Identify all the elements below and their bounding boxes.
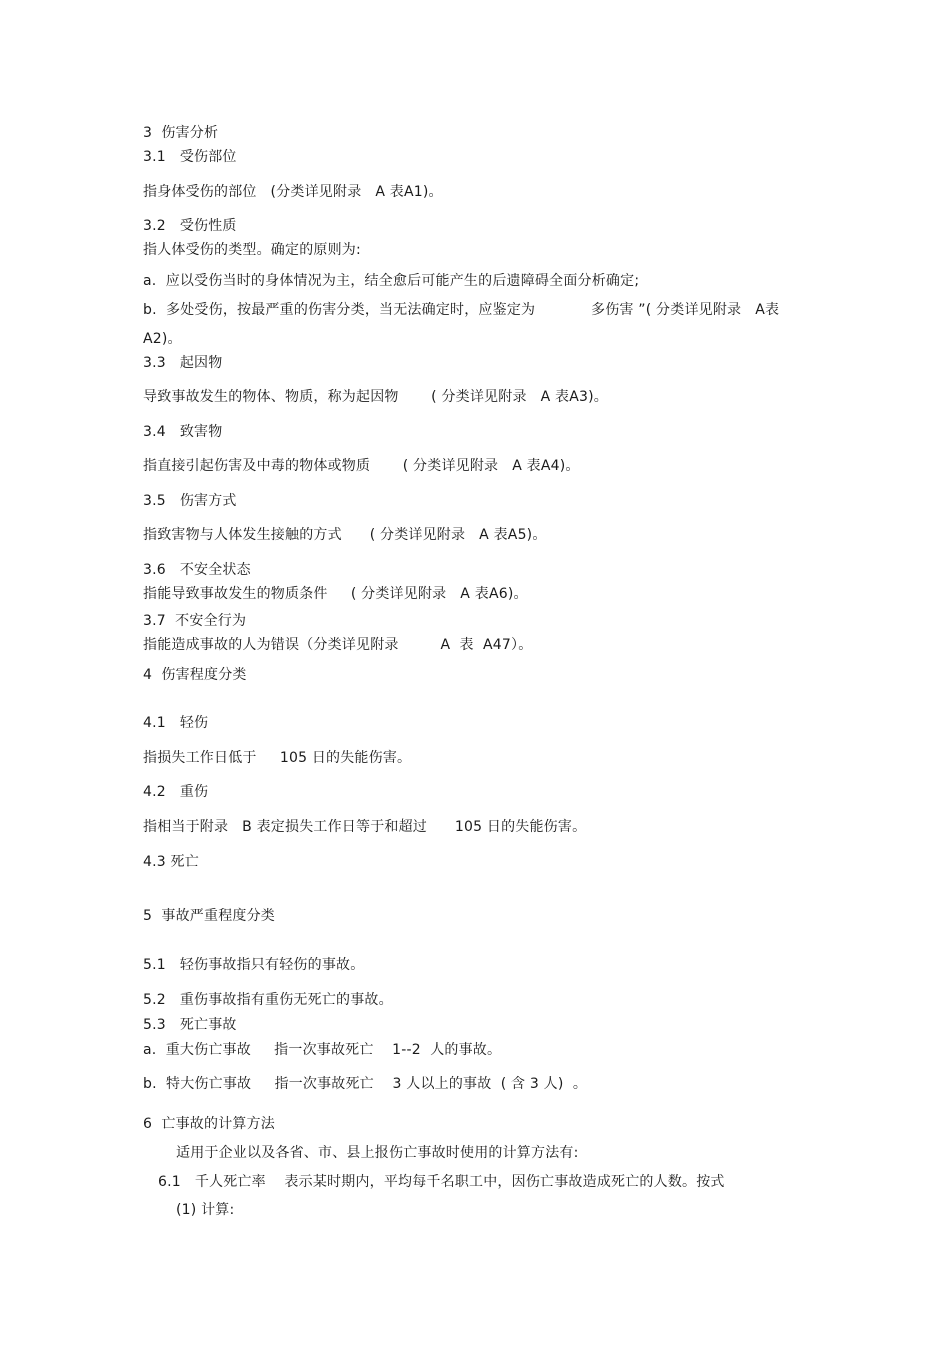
section-heading: 3 伤害分析: [143, 125, 219, 141]
subsection-heading: 3.5 伤害方式: [143, 493, 237, 509]
subsection-heading: 4.1 轻伤: [143, 715, 209, 731]
section-heading: 5 事故严重程度分类: [143, 908, 276, 924]
list-item: b. 特大伤亡事故 指一次事故死亡 3 人以上的事故 ( 含 3 人) 。: [143, 1076, 588, 1092]
formula-reference: (1) 计算:: [176, 1202, 235, 1218]
list-item: a. 应以受伤当时的身体情况为主，结全愈后可能产生的后遗障碍全面分析确定;: [143, 273, 640, 289]
subsection-heading: 3.7 不安全行为: [143, 613, 247, 629]
subsection-heading: 3.6 不安全状态: [143, 562, 251, 578]
paragraph: 5.2 重伤事故指有重伤无死亡的事故。: [143, 992, 393, 1008]
paragraph: 6.1 千人死亡率 表示某时期内，平均每千名职工中，因伤亡事故造成死亡的人数。按式: [158, 1174, 725, 1190]
paragraph: 5.1 轻伤事故指只有轻伤的事故。: [143, 957, 365, 973]
paragraph: 指致害物与人体发生接触的方式 ( 分类详见附录 A 表A5)。: [143, 527, 547, 543]
list-item: a. 重大伤亡事故 指一次事故死亡 1--2 人的事故。: [143, 1042, 502, 1058]
section-heading: 4 伤害程度分类: [143, 667, 247, 683]
subsection-heading: 3.2 受伤性质: [143, 218, 237, 234]
paragraph: 指能造成事故的人为错误（分类详见附录 A 表 A47）。: [143, 637, 533, 653]
paragraph: 指相当于附录 B 表定损失工作日等于和超过 105 日的失能伤害。: [143, 819, 587, 835]
section-heading: 6 亡事故的计算方法: [143, 1116, 276, 1132]
paragraph: A2)。: [143, 331, 182, 347]
paragraph: 指身体受伤的部位 (分类详见附录 A 表A1)。: [143, 184, 443, 200]
subsection-heading: 3.3 起因物: [143, 355, 223, 371]
paragraph: 指直接引起伤害及中毒的物体或物质 ( 分类详见附录 A 表A4)。: [143, 458, 580, 474]
paragraph: 指人体受伤的类型。确定的原则为:: [143, 242, 361, 258]
subsection-heading: 5.3 死亡事故: [143, 1017, 237, 1033]
paragraph: 适用于企业以及各省、市、县上报伤亡事故时使用的计算方法有:: [176, 1145, 579, 1161]
subsection-heading: 4.2 重伤: [143, 784, 209, 800]
subsection-heading: 4.3 死亡: [143, 854, 199, 870]
subsection-heading: 3.4 致害物: [143, 424, 223, 440]
subsection-heading: 3.1 受伤部位: [143, 149, 237, 165]
paragraph: 指能导致事故发生的物质条件 ( 分类详见附录 A 表A6)。: [143, 586, 528, 602]
paragraph: 导致事故发生的物体、物质，称为起因物 ( 分类详见附录 A 表A3)。: [143, 389, 608, 405]
list-item: b. 多处受伤，按最严重的伤害分类，当无法确定时，应鉴定为 多伤害 ”( 分类详见附录 A表: [143, 302, 780, 318]
paragraph: 指损失工作日低于 105 日的失能伤害。: [143, 750, 412, 766]
